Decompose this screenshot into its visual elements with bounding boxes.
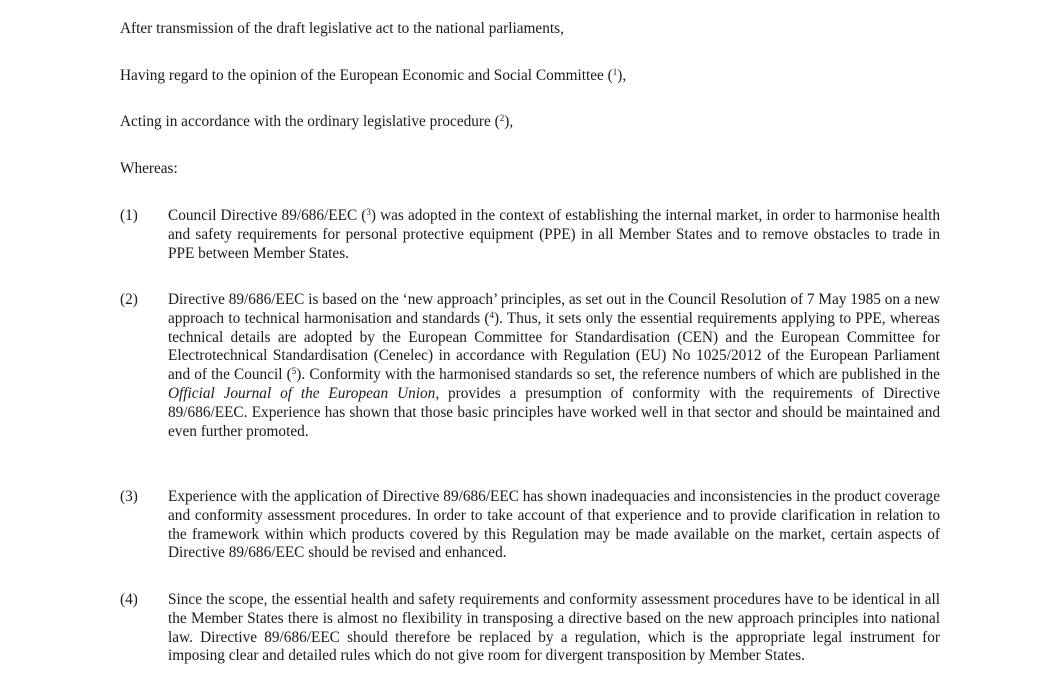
recital-number: (1) <box>120 207 138 224</box>
footnote-ref: 1 <box>612 67 618 77</box>
preamble-transmission: After transmission of the draft legislative act to the national parliaments, <box>120 20 564 37</box>
footnote-ref: 3 <box>366 207 371 217</box>
footnote-ref: 2 <box>499 113 505 123</box>
footnote-ref: 4 <box>489 309 494 320</box>
recital-text: Council Directive 89/686/EEC ($^3$) was adopted in the context of establishing the internal market, in order to harmonise health and safety requirements for personal protective equipment (PPE) in all Member States and to remove obstacles to trade in PPE between Member States. <box>168 207 940 262</box>
recital-number: (2) <box>120 291 138 308</box>
recital-number: (4) <box>120 591 138 608</box>
preamble-procedure-text: Acting in accordance with the ordinary legislative procedure ($^2$), <box>120 113 514 130</box>
recital-text: Experience with the application of Directive 89/686/EEC has shown inadequacies and inconsistencies in the product coverage and conformity assessment procedures. In order to take account of that experience and to provide clarification in relation to the framework within which products covered by this Regulation may be made available on the market, certain aspects of Directive 89/686/EEC should be revised and enhanced. <box>168 488 940 562</box>
footnote-ref: 5 <box>291 366 297 377</box>
preamble-whereas: Whereas: <box>120 160 178 177</box>
preamble-committee-text: Having regard to the opinion of the European Economic and Social Committee ($^1$), <box>120 67 627 84</box>
recital-text: Directive 89/686/EEC is based on the ‘new approach’ principles, as set out in the Council Resolution of 7 May 1985 on a new approach to technical harmonisation and standards ($^4$). Thus, it sets only the essential requirements applying to PPE, whereas technical details are adopted by the European Committee for Standardisation (CEN) and the European Committee for Electrotechnical Standardisation (Cenelec) in accordance with Regulation (EU) No 1025/2012 of the European Parliament and of the Council ($^5$). Conformity with the harmonised standards so set, the reference numbers of which are published in the Official Journal of the European Union, provides a presumption of conformity with the requirements of Directive 89/686/EEC. Experience has shown that those basic principles have worked well in that sector and should be maintained and even further promoted. <box>168 291 940 440</box>
preamble-committee-opinion <box>120 67 940 86</box>
recital-text: Since the scope, the essential health and safety requirements and conformity assessment procedures have to be identical in all the Member States there is almost no flexibility in transposing a directive based on the new approach principles into national law. Directive 89/686/EEC should therefore be replaced by a regulation, which is the appropriate legal instrument for imposing clear and detailed rules which do not give room for divergent transposition by Member States. <box>168 591 940 665</box>
preamble-legislative-procedure <box>120 113 940 132</box>
journal-title: Official Journal of the European Union <box>168 384 436 402</box>
recital-number: (3) <box>120 488 138 505</box>
